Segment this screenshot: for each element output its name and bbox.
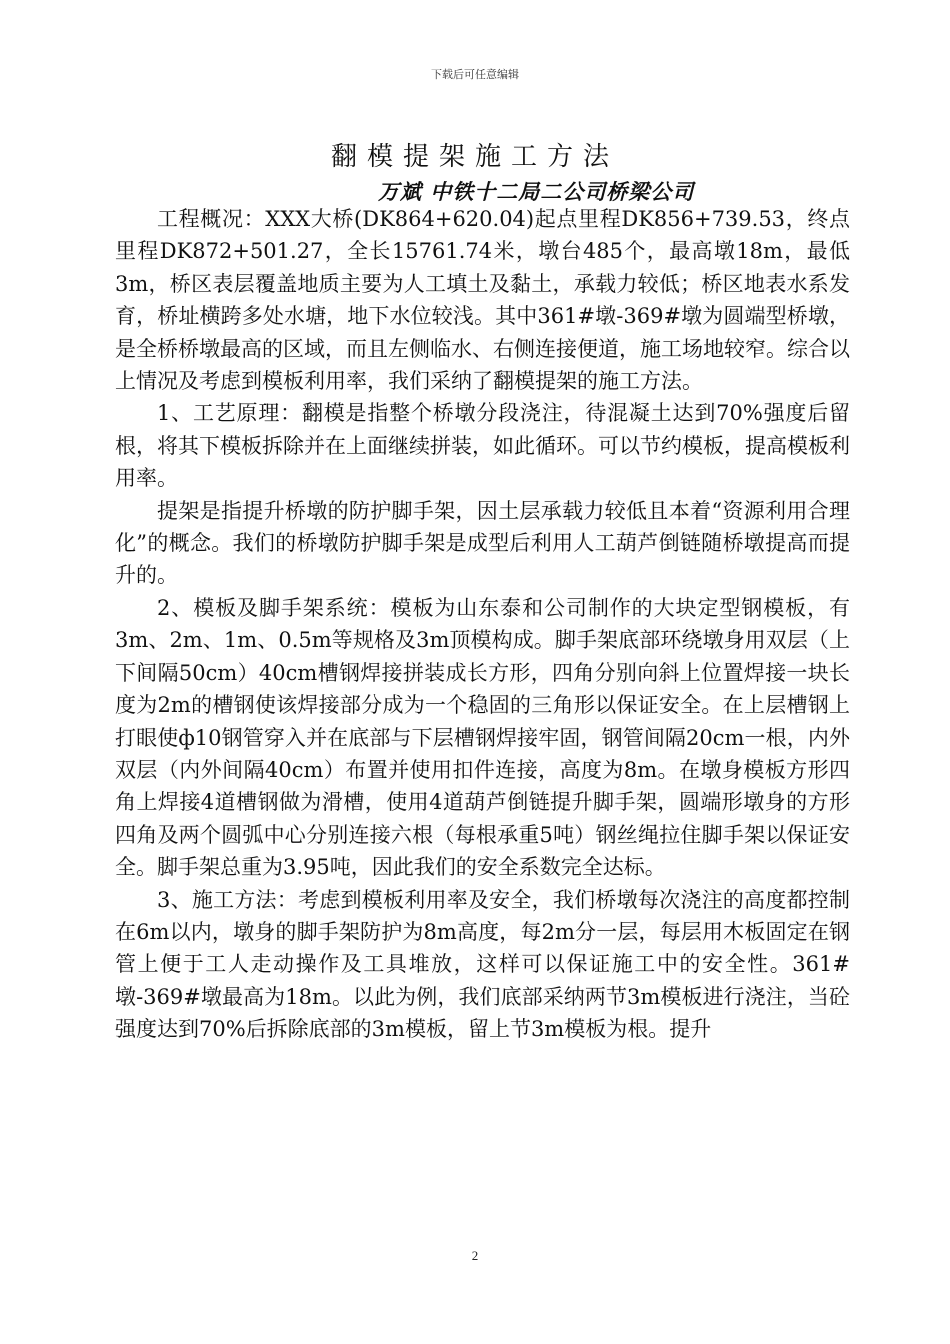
author-line: 万斌 中铁十二局二公司桥梁公司 <box>378 179 695 204</box>
paragraph-construction-method: 3、施工方法：考虑到模板利用率及安全，我们桥墩每次浇注的高度都控制在6m以内，墩身的脚手架防护为8m高度，每2m分一层，每层用木板固定在钢管上便于工人走动操作及工具堆放，这样可以保证施工中的安全性。361#墩-369#墩最高为18m。以此为例，我们底部采纳两节3m模板进行浇注，当砼强度达到70%后拆除底部的3m模板，留上节3m模板为根。提升 <box>115 887 850 1042</box>
paragraph-principle: 1、工艺原理：翻模是指整个桥墩分段浇注，待混凝土达到70%强度后留根，将其下模板拆除并在上面继续拼装，如此循环。可以节约模板，提高模板利用率。 <box>115 401 850 491</box>
document-body <box>115 203 850 1046</box>
paragraph-overview: 工程概况：XXX大桥(DK864+620.04)起点里程DK856+739.53，终点里程DK872+501.27，全长15761.74米，墩台485个，最高墩18m，最低3m，桥区表层覆盖地质主要为人工填土及黏土，承载力较低；桥区地表水系发育，桥址横跨多处水塘，地下水位较浅。其中361#墩-369#墩为圆端型桥墩，是全桥桥墩最高的区域，而且左侧临水、右侧连接便道，施工场地较窄。综合以上情况及考虑到模板利用率，我们采纳了翻模提架的施工方法。 <box>115 207 850 394</box>
page-number: 2 <box>471 1248 479 1263</box>
paragraph-formwork-system: 2、模板及脚手架系统：模板为山东泰和公司制作的大块定型钢模板，有3m、2m、1m、0.5m等规格及3m顶模构成。脚手架底部环绕墩身用双层（上下间隔50cm）40cm槽钢焊接拼装成长方形，四角分别向斜上位置焊接一块长度为2m的槽钢使该焊接部分成为一个稳固的三角形以保证安全。在上层槽钢上打眼使ф10钢管穿入并在底部与下层槽钢焊接牢固，钢管间隔20cm一根，内外双层（内外间隔40cm）布置并使用扣件连接，高度为8m。在墩身模板方形四角上焊接4道槽钢做为滑槽，使用4道葫芦倒链提升脚手架，圆端形墩身的方形四角及两个圆弧中心分别连接六根（每根承重5吨）钢丝绳拉住脚手架以保证安全。脚手架总重为3.95吨，因此我们的安全系数完全达标。 <box>115 595 850 880</box>
document-title: 翻模提架施工方法 <box>330 142 619 172</box>
page-header-note: 下载后可任意编辑 <box>431 68 519 81</box>
paragraph-lifting: 提架是指提升桥墩的防护脚手架，因土层承载力较低且本着“资源利用合理化”的概念。我们的桥墩防护脚手架是成型后利用人工葫芦倒链随桥墩提高而提升的。 <box>115 498 850 588</box>
